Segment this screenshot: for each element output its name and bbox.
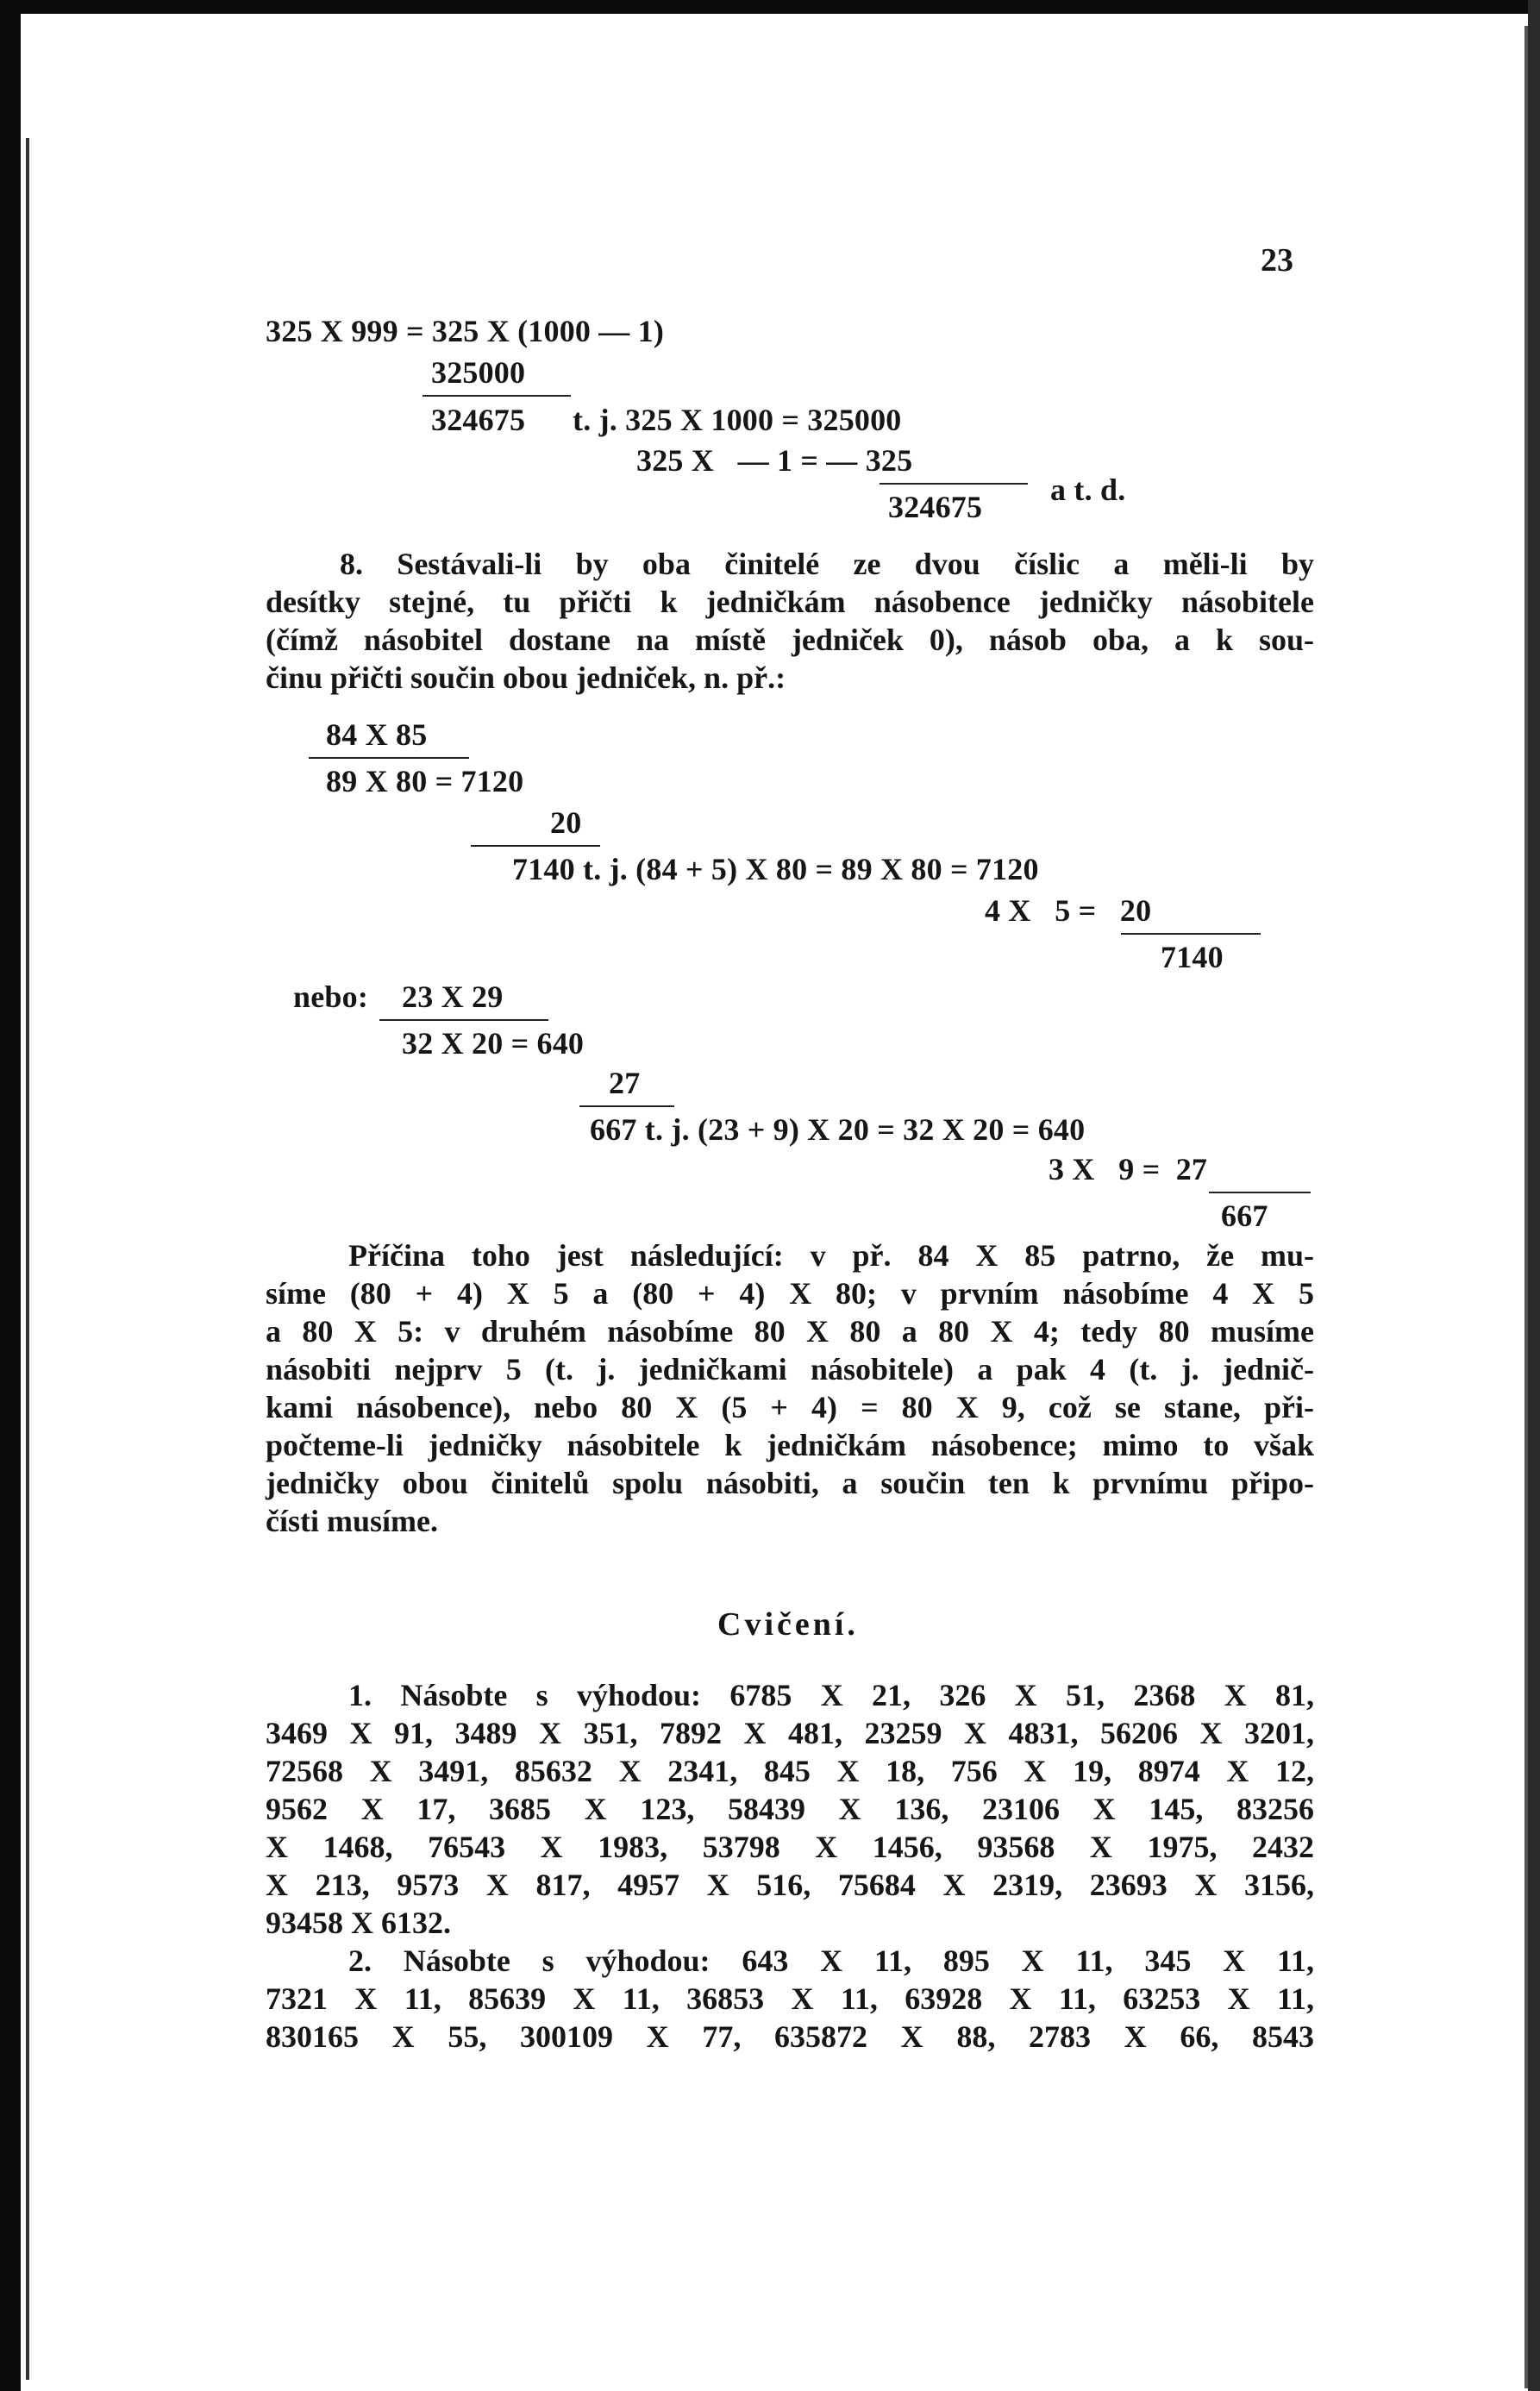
rule <box>423 395 571 397</box>
example1-partial: 325000 <box>431 355 526 390</box>
example2-problem: 84 X 85 <box>326 717 428 752</box>
text-line: počteme-li jedničky násobitele k jedničkám násobence; mimo to však <box>266 1428 1314 1462</box>
scan-binding-line <box>26 138 29 2380</box>
text-line: 830165 X 55, 300109 X 77, 635872 X 88, 2783 X 66, 8543 <box>266 2019 1314 2054</box>
example3-final: 667 <box>1221 1199 1268 1233</box>
rule <box>471 845 600 847</box>
example3-label: nebo: <box>293 980 369 1014</box>
text-line: 9562 X 17, 3685 X 123, 58439 X 136, 23106 X 145, 83256 <box>266 1792 1314 1826</box>
text-line: desítky stejné, tu přičti k jedničkám násobence jedničky násobitele <box>266 585 1314 619</box>
example2-units: 20 <box>550 805 582 840</box>
rule <box>579 1105 674 1107</box>
text-line: 2. Násobte s výhodou: 643 X 11, 895 X 11, 345 X 11, <box>348 1943 1314 1978</box>
example3-problem: 23 X 29 <box>402 980 504 1014</box>
text-line: násobiti nejprv 5 (t. j. jedničkami násobitele) a pak 4 (t. j. jednič- <box>266 1352 1314 1386</box>
text-line: (čímž násobitel dostane na místě jedniček 0), násob oba, a k sou- <box>266 623 1314 657</box>
text-line: síme (80 + 4) X 5 a (80 + 4) X 80; v prvním násobíme 4 X 5 <box>266 1276 1314 1311</box>
scan-page-edge <box>1524 26 1528 2388</box>
example1-result: 324675 <box>431 403 526 437</box>
text-line: 3469 X 91, 3489 X 351, 7892 X 481, 23259 X 4831, 56206 X 3201, <box>266 1716 1314 1750</box>
example3-result: 667 t. j. (23 + 9) X 20 = 32 X 20 = 640 <box>590 1112 1086 1147</box>
rule <box>309 757 469 759</box>
example3-step: 32 X 20 = 640 <box>402 1026 585 1061</box>
example1-minus: 325 X — 1 = — 325 <box>636 443 913 478</box>
explanation-paragraph <box>266 1236 1314 1540</box>
scan-border-right <box>1528 0 1540 2391</box>
scan-border-top <box>0 0 1540 14</box>
page-number: 23 <box>1261 242 1293 279</box>
text-line: 93458 X 6132. <box>266 1906 451 1940</box>
example1-etc: a t. d. <box>1050 473 1126 507</box>
text-line: 72568 X 3491, 85632 X 2341, 845 X 18, 756 X 19, 8974 X 12, <box>266 1754 1314 1788</box>
rule <box>1209 1192 1311 1193</box>
example3-aux: 3 X 9 = 27 <box>1049 1152 1208 1186</box>
example1-final: 324675 <box>888 490 983 524</box>
text-line: 8. Sestávali-li by oba činitelé ze dvou číslic a měli-li by <box>340 547 1314 581</box>
text-line: X 1468, 76543 X 1983, 53798 X 1456, 93568 X 1975, 2432 <box>266 1830 1314 1864</box>
rule-paragraph-8 <box>266 545 1314 697</box>
example2-result: 7140 t. j. (84 + 5) X 80 = 89 X 80 = 7120 <box>512 852 1039 886</box>
example1-check: t. j. 325 X 1000 = 325000 <box>573 403 902 437</box>
text-line: a 80 X 5: v druhém násobíme 80 X 80 a 80 X 4; tedy 80 musíme <box>266 1314 1314 1349</box>
exercise-2 <box>266 1942 1314 2056</box>
text-line: 1. Násobte s výhodou: 6785 X 21, 326 X 51, 2368 X 81, <box>348 1678 1314 1712</box>
example2-final: 7140 <box>1161 940 1224 974</box>
example2-aux: 4 X 5 = 20 <box>985 893 1152 928</box>
text-line: X 213, 9573 X 817, 4957 X 516, 75684 X 2319, 23693 X 3156, <box>266 1868 1314 1902</box>
rule <box>880 483 1028 485</box>
example3-units: 27 <box>609 1066 641 1100</box>
text-line: kami násobence), nebo 80 X (5 + 4) = 80 X 9, což se stane, při- <box>266 1390 1314 1424</box>
example2-step: 89 X 80 = 7120 <box>326 764 524 798</box>
example1-equation: 325 X 999 = 325 X (1000 — 1) <box>266 314 665 348</box>
exercise-1 <box>266 1676 1314 1942</box>
text-line: Příčina toho jest následující: v př. 84 X 85 patrno, že mu- <box>348 1238 1314 1273</box>
rule <box>1121 933 1261 935</box>
text-line: 7321 X 11, 85639 X 11, 36853 X 11, 63928 X 11, 63253 X 11, <box>266 1981 1314 2016</box>
text-line: jedničky obou činitelů spolu násobiti, a součin ten k prvnímu připo- <box>266 1466 1314 1500</box>
text-line: činu přičti součin obou jedniček, n. př.: <box>266 660 786 695</box>
rule <box>379 1019 548 1021</box>
scan-border-left <box>0 0 21 2391</box>
text-line: čísti musíme. <box>266 1504 438 1538</box>
section-heading: Cvičení. <box>717 1606 859 1643</box>
